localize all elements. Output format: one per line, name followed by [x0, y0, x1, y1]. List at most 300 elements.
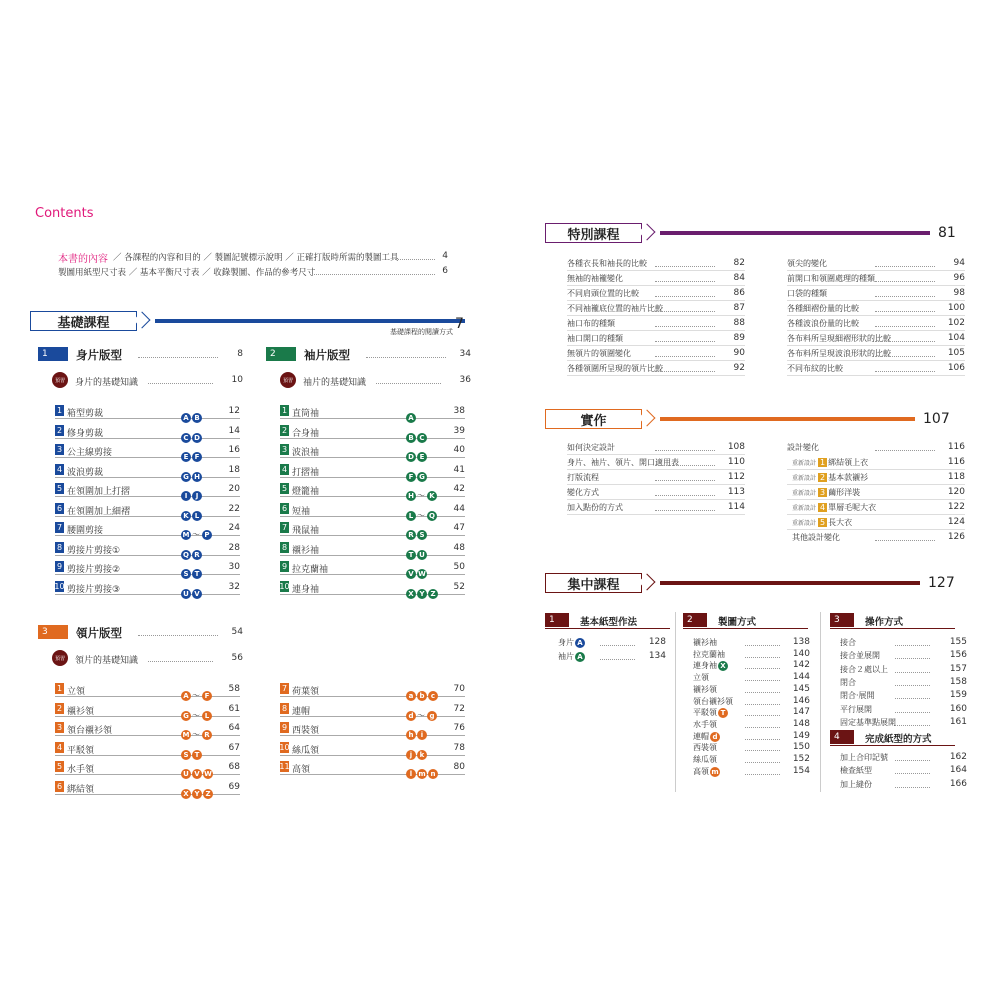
pattern-badges [180, 503, 202, 522]
pattern-badge-B: B [192, 413, 202, 423]
item-label[interactable]: 荷葉領 [292, 687, 320, 697]
pattern-badge-U: U [417, 550, 427, 560]
intensive-entry-page: 146 [792, 695, 810, 706]
dotted-leader [138, 635, 218, 636]
intensive-entry-label: 連帽 [693, 731, 709, 741]
tilde-separator: ～ [417, 491, 425, 500]
redesign-entry[interactable] [792, 457, 868, 468]
toc-entry-page: 114 [727, 502, 745, 512]
toc-entry-page: 89 [733, 333, 745, 343]
item-label[interactable]: 立領 [67, 687, 86, 697]
toc-entry-underline [787, 330, 965, 331]
dotted-leader [655, 465, 715, 466]
design-variation-page: 116 [947, 442, 965, 452]
item-number: 10 [54, 581, 65, 591]
toc-entry-page: 96 [953, 273, 965, 283]
item-page: 24 [228, 523, 240, 533]
pattern-badge-A: A [575, 652, 585, 662]
toc-entry-page: 94 [953, 258, 965, 268]
pattern-badges [405, 542, 427, 561]
intensive-entry-label[interactable]: 閉合 [840, 677, 856, 687]
intensive-entry-label: 領台襯衫領 [693, 696, 733, 706]
intensive-entry-page: 138 [792, 637, 810, 647]
item-number: 1 [56, 684, 63, 693]
item-label[interactable]: 在領圍加上打摺 [67, 487, 131, 497]
toc-entry-label[interactable]: 不同布紋的比較 [787, 364, 843, 373]
course-underline [830, 745, 955, 746]
item-number: 8 [56, 542, 63, 552]
item-number: 8 [281, 542, 288, 552]
pattern-badges [405, 444, 427, 463]
intensive-entry-page: 150 [792, 742, 810, 753]
intensive-entry[interactable] [693, 766, 720, 777]
pattern-badges [405, 561, 427, 580]
item-number: 3 [281, 445, 288, 454]
intensive-entry-label[interactable]: 檢查紙型 [840, 766, 872, 776]
item-page: 58 [228, 684, 240, 694]
intensive-entry[interactable] [693, 742, 717, 753]
item-underline [280, 477, 465, 478]
basic-knowledge-page: 56 [231, 653, 243, 663]
item-label[interactable]: 連帽 [292, 706, 311, 717]
toc-entry-underline [567, 499, 745, 500]
toc-entry-underline [787, 345, 965, 346]
intensive-entry-label[interactable]: 加上縫份 [840, 779, 872, 789]
intensive-entry-label: 身片 [558, 638, 574, 647]
toc-entry-label[interactable]: 身片、袖片、領片、開口適用表 [567, 458, 679, 467]
intensive-entry-label: 水手領 [693, 719, 717, 729]
item-label[interactable]: 襯衫袖 [292, 545, 320, 556]
item-underline [55, 755, 240, 756]
redesign-number: 5 [820, 518, 826, 527]
item-page: 78 [453, 742, 465, 753]
tilde-separator: ～ [417, 710, 425, 720]
pattern-badges [405, 761, 438, 780]
toc-entry-label[interactable]: 袖口布的種類 [567, 319, 615, 328]
course-title[interactable]: 操作方式 [865, 617, 904, 628]
item-number: 4 [56, 742, 63, 752]
toc-entry-label[interactable]: 各布料所呈現波浪形狀的比較 [787, 349, 891, 358]
intro-page-1: 4 [442, 251, 448, 261]
redesign-entry[interactable] [792, 472, 868, 483]
item-underline [55, 438, 240, 439]
toc-entry-label[interactable]: 各種衣長和袖長的比較 [567, 259, 647, 268]
intro-line-2: 製圖用紙型尺寸表 ／ 基本平衡尺寸表 ／ 收錄製圖、作品的參考尺寸 [58, 268, 316, 278]
pattern-badge-C: C [417, 433, 427, 443]
item-underline [55, 516, 240, 517]
entry-underline [787, 469, 965, 470]
item-underline [280, 574, 465, 575]
intensive-entry-page: 128 [648, 637, 666, 647]
toc-entry-label[interactable]: 各種細褶份量的比較 [787, 304, 859, 313]
pattern-badges [405, 405, 416, 424]
course-underline [545, 628, 670, 629]
item-underline [55, 477, 240, 478]
item-page: 32 [228, 581, 240, 592]
pattern-badge-G: G [181, 472, 191, 482]
intensive-entry-page: 162 [949, 752, 967, 762]
pattern-badge-I: I [181, 491, 191, 501]
toc-entry-underline [567, 270, 745, 271]
item-page: 12 [228, 406, 240, 416]
item-number: 4 [56, 464, 63, 474]
toc-entry-page: 87 [733, 303, 745, 313]
redesign-label: 基本款襯衫 [828, 473, 869, 482]
item-number: 3 [56, 445, 63, 454]
intensive-entry[interactable] [693, 707, 728, 718]
intensive-entry-label[interactable]: 固定基準點展開 [840, 717, 896, 727]
intensive-entry[interactable] [693, 637, 717, 648]
item-number: 8 [281, 703, 288, 713]
toc-entry-label[interactable]: 袖口開口的種類 [567, 334, 623, 343]
dotted-leader [655, 450, 715, 451]
toc-entry-label[interactable]: 各種領圍所呈現的領片比較 [567, 364, 663, 373]
item-number: 2 [281, 425, 288, 435]
item-page: 39 [453, 425, 465, 436]
item-page: 20 [228, 484, 240, 494]
redesign-tag: 重新設計 [792, 490, 817, 497]
pattern-badge-g: g [427, 711, 437, 721]
design-variation-label[interactable]: 設計變化 [787, 443, 819, 452]
item-underline [55, 594, 240, 595]
pattern-badges [405, 503, 437, 522]
pattern-badge-A: A [575, 638, 585, 648]
item-label[interactable]: 剪接片剪接② [67, 565, 121, 575]
item-number: 3 [56, 723, 63, 732]
intensive-entry[interactable] [693, 754, 717, 765]
pattern-badge-X: X [406, 589, 416, 599]
pattern-badge-h: h [406, 730, 416, 740]
pattern-badge-Z: Z [203, 789, 213, 799]
item-number: 6 [56, 503, 63, 513]
toc-entry-page: 105 [947, 348, 965, 358]
course-page: 107 [923, 411, 950, 427]
item-number: 7 [281, 523, 288, 532]
intensive-entry-label: 拉克蘭袖 [693, 649, 725, 659]
basic-course-banner[interactable] [30, 311, 137, 331]
item-underline [55, 457, 240, 458]
toc-entry-page: 106 [947, 363, 965, 373]
pattern-badges [405, 703, 437, 722]
pattern-badge-E: E [181, 452, 191, 462]
preview-icon: 預習 [52, 650, 68, 666]
pattern-badge-l: l [406, 769, 416, 779]
basic-knowledge-label[interactable]: 袖片的基礎知識 [303, 378, 367, 388]
intensive-entry-label[interactable]: 平行展開 [840, 704, 872, 714]
pattern-badges [180, 444, 202, 463]
pattern-badges [180, 722, 212, 741]
preview-icon: 預習 [280, 372, 296, 388]
toc-entry-page: 108 [727, 442, 745, 452]
pattern-badge-P: P [202, 530, 212, 540]
pattern-badge-L: L [192, 511, 202, 521]
dotted-leader [366, 357, 446, 358]
basic-knowledge-label[interactable]: 領片的基礎知識 [75, 656, 139, 666]
item-page: 18 [228, 464, 240, 475]
item-label[interactable]: 波浪袖 [292, 448, 320, 458]
pattern-badge-R: R [406, 530, 416, 540]
intensive-entry-page: 155 [949, 637, 967, 647]
item-underline [280, 418, 465, 419]
item-page: 64 [228, 723, 240, 733]
course-banner-label: 實作 [580, 413, 607, 429]
item-label[interactable]: 連身袖 [292, 584, 320, 595]
section-title[interactable]: 袖片版型 [304, 348, 350, 362]
pattern-badge-R: R [192, 550, 202, 560]
course-banner[interactable] [545, 573, 642, 593]
intensive-entry-label[interactable]: 接合 [840, 638, 856, 647]
course-title[interactable]: 基本紙型作法 [580, 617, 638, 628]
section-number-2: 2 [266, 347, 296, 361]
redesign-entry[interactable] [792, 487, 860, 498]
entry-underline [787, 514, 965, 515]
intro-line-1: ／ 各課程的內容和目的 ／ 製圖記號標示說明 ／ 正確打版時所需的製圖工具 [113, 253, 399, 263]
item-label[interactable]: 平駁領 [67, 745, 95, 756]
intro-page-2: 6 [442, 266, 448, 276]
toc-entry-label[interactable]: 前開口和領圍處理的種類 [787, 274, 875, 283]
item-label[interactable]: 襯衫領 [67, 706, 95, 717]
intensive-entry-page: 147 [792, 707, 810, 718]
pattern-badge-k: k [417, 750, 427, 760]
item-page: 68 [228, 762, 240, 772]
toc-entry-label[interactable]: 不同肩頭位置的比較 [567, 289, 639, 298]
item-underline [55, 574, 240, 575]
pattern-badge-F: F [406, 472, 416, 482]
item-underline [280, 555, 465, 556]
basic-knowledge-page: 36 [459, 375, 471, 385]
redesign-page: 116 [947, 457, 965, 467]
pattern-badge-D: D [192, 433, 202, 443]
item-label[interactable]: 短袖 [292, 506, 311, 517]
pattern-badges [180, 703, 212, 722]
toc-entry-underline [567, 454, 745, 455]
toc-entry-page: 112 [727, 472, 745, 482]
tilde-separator: ～ [192, 730, 200, 739]
pattern-badge-Q: Q [427, 511, 437, 521]
toc-entry-page: 110 [727, 457, 745, 467]
item-label[interactable]: 在領圍加上細褶 [67, 506, 131, 517]
toc-entry-label[interactable]: 各種波浪份量的比較 [787, 319, 859, 328]
course-banner[interactable] [545, 223, 642, 243]
tilde-separator: ～ [417, 510, 425, 520]
redesign-page: 120 [947, 487, 965, 497]
item-underline [55, 716, 240, 717]
toc-entry-label[interactable]: 口袋的種類 [787, 289, 827, 298]
redesign-label: 繭形洋裝 [828, 488, 861, 497]
intensive-entry[interactable] [693, 649, 725, 660]
pattern-badge-R: R [202, 730, 212, 740]
item-label[interactable]: 飛鼠袖 [292, 526, 320, 536]
intensive-entry-page: 142 [792, 660, 810, 671]
intensive-entry[interactable] [693, 672, 709, 683]
redesign-entry[interactable] [792, 502, 876, 513]
toc-entry-label[interactable]: 打版流程 [567, 473, 599, 482]
item-label[interactable]: 腰圍剪接 [67, 526, 104, 536]
dotted-leader [148, 383, 213, 384]
item-underline [280, 755, 465, 756]
item-number: 5 [281, 484, 288, 493]
item-label[interactable]: 絲瓜領 [292, 745, 320, 756]
course-number: 3 [830, 613, 854, 627]
pattern-badges [180, 761, 213, 780]
intensive-entry[interactable] [693, 731, 720, 742]
tilde-separator: ～ [192, 710, 200, 720]
intensive-entry-page: 160 [949, 703, 967, 714]
course-banner[interactable] [545, 409, 642, 429]
item-label[interactable]: 西裝領 [292, 726, 320, 736]
toc-entry-page: 86 [733, 288, 745, 298]
toc-entry-underline [567, 375, 745, 376]
intensive-entry[interactable] [693, 696, 733, 707]
item-label[interactable]: 剪接片剪接③ [67, 584, 121, 595]
tilde-separator: ～ [192, 691, 200, 700]
toc-entry-label[interactable]: 無袖的袖襱變化 [567, 274, 623, 283]
course-title[interactable]: 製圖方式 [718, 617, 757, 628]
toc-entry-label[interactable]: 無領片的領圍變化 [567, 349, 631, 358]
intensive-entry-page: 164 [949, 765, 967, 776]
pattern-badge-Q: Q [181, 550, 191, 560]
item-label[interactable]: 箱型剪裁 [67, 409, 104, 419]
course-page: 81 [938, 225, 956, 241]
item-page: 41 [453, 464, 465, 475]
intensive-entry[interactable] [558, 651, 585, 662]
redesign-number: 4 [820, 503, 826, 512]
item-label[interactable]: 打摺袖 [292, 467, 320, 478]
intensive-entry-label[interactable]: 接合並展開 [840, 651, 880, 661]
toc-entry-label[interactable]: 如何決定設計 [567, 443, 615, 452]
pattern-badge-T: T [718, 708, 728, 718]
course-number: 4 [830, 730, 854, 744]
item-page: 50 [453, 562, 465, 572]
pattern-badge-i: i [417, 730, 427, 740]
item-number: 6 [56, 781, 63, 791]
basic-knowledge-label[interactable]: 身片的基礎知識 [75, 378, 139, 388]
item-label[interactable]: 拉克蘭袖 [292, 565, 329, 575]
intensive-entry-page: 144 [792, 672, 810, 683]
item-page: 70 [453, 684, 465, 694]
intensive-entry-label: 西裝領 [693, 743, 717, 753]
intensive-entry[interactable] [693, 684, 717, 695]
redesign-entry[interactable] [792, 517, 852, 528]
pattern-badges [180, 405, 202, 424]
item-underline [55, 496, 240, 497]
pattern-badges [180, 464, 202, 483]
pattern-badge-L: L [202, 711, 212, 721]
item-label[interactable]: 直筒袖 [292, 409, 320, 419]
intensive-entry-page: 158 [949, 676, 967, 687]
dotted-leader [875, 540, 935, 541]
item-page: 61 [228, 703, 240, 714]
toc-entry-label[interactable]: 領尖的變化 [787, 259, 827, 268]
pattern-badge-T: T [192, 569, 202, 579]
course-bar [660, 231, 930, 235]
item-number: 9 [281, 562, 288, 571]
course-page: 127 [928, 575, 955, 591]
intensive-entry-label[interactable]: 閉合‧展開 [840, 691, 875, 701]
item-label[interactable]: 領台襯衫領 [67, 726, 113, 736]
item-underline [280, 716, 465, 717]
toc-entry-underline [567, 285, 745, 286]
intensive-entry-label: 襯衫袖 [693, 638, 717, 647]
section-title[interactable]: 身片版型 [76, 348, 122, 362]
section-number-1: 1 [38, 347, 68, 361]
pattern-badge-H: H [406, 491, 416, 501]
intensive-entry-label[interactable]: 接合２處以上 [840, 664, 888, 674]
course-bar [660, 417, 915, 421]
toc-entry-page: 98 [953, 288, 965, 298]
intensive-entry-page: 156 [949, 650, 967, 661]
item-page: 30 [228, 562, 240, 572]
redesign-page: 118 [947, 472, 965, 482]
dotted-leader [655, 371, 715, 372]
entry-underline [787, 499, 965, 500]
item-number: 9 [281, 723, 288, 732]
toc-entry-page: 100 [947, 303, 965, 313]
other-variation-page: 126 [947, 532, 965, 542]
item-label[interactable]: 高領 [292, 765, 311, 775]
intro-title[interactable]: 本書的內容 [58, 254, 108, 265]
pattern-badges [405, 464, 427, 483]
item-underline [280, 516, 465, 517]
toc-entry-label[interactable]: 加入點份的方式 [567, 503, 623, 512]
entry-underline [787, 529, 965, 530]
item-page: 28 [228, 542, 240, 553]
pattern-badges [405, 683, 438, 702]
toc-entry-label[interactable]: 變化方式 [567, 488, 599, 497]
item-label[interactable]: 公主線剪接 [67, 448, 113, 458]
intensive-entry[interactable] [558, 637, 585, 648]
course-title[interactable]: 完成紙型的方式 [865, 734, 932, 745]
intensive-entry-page: 166 [949, 778, 967, 789]
intensive-entry-page: 154 [792, 765, 810, 776]
other-variation-label[interactable]: 其他設計變化 [792, 533, 840, 542]
dotted-leader [655, 356, 715, 357]
intensive-entry-page: 149 [792, 730, 810, 741]
intensive-entry-label: 絲瓜領 [693, 755, 717, 764]
toc-entry-label[interactable]: 不同袖襱底位置的袖片比較 [567, 304, 663, 313]
basic-knowledge-page: 10 [231, 375, 243, 385]
intensive-entry-label[interactable]: 加上合印記號 [840, 753, 888, 762]
dotted-leader [875, 341, 935, 342]
intensive-entry[interactable] [693, 660, 728, 671]
dotted-leader [745, 727, 780, 728]
dotted-leader [655, 266, 715, 267]
pattern-badge-J: J [192, 491, 202, 501]
intensive-entry[interactable] [693, 719, 717, 730]
item-label[interactable]: 剪接片剪接① [67, 545, 121, 556]
toc-entry-underline [567, 330, 745, 331]
item-label[interactable]: 水手領 [67, 765, 95, 775]
item-number: 4 [281, 464, 288, 474]
section-number-3: 3 [38, 625, 68, 639]
item-label[interactable]: 綁結領 [67, 784, 95, 795]
dotted-leader [655, 326, 715, 327]
item-label[interactable]: 合身袖 [292, 428, 320, 439]
dotted-leader [875, 371, 935, 372]
dotted-leader [655, 296, 715, 297]
pattern-badges [180, 742, 202, 761]
item-label[interactable]: 波浪剪裁 [67, 467, 104, 478]
item-label[interactable]: 修身剪裁 [67, 428, 104, 439]
pattern-badge-M: M [182, 531, 190, 539]
pattern-badge-b: b [417, 691, 427, 701]
item-label[interactable]: 燈籠袖 [292, 487, 320, 497]
item-underline [280, 457, 465, 458]
dotted-leader [138, 357, 218, 358]
section-title[interactable]: 領片版型 [76, 626, 122, 640]
toc-entry-underline [787, 360, 965, 361]
toc-entry-label[interactable]: 各布料所呈現細褶形狀的比較 [787, 334, 891, 343]
